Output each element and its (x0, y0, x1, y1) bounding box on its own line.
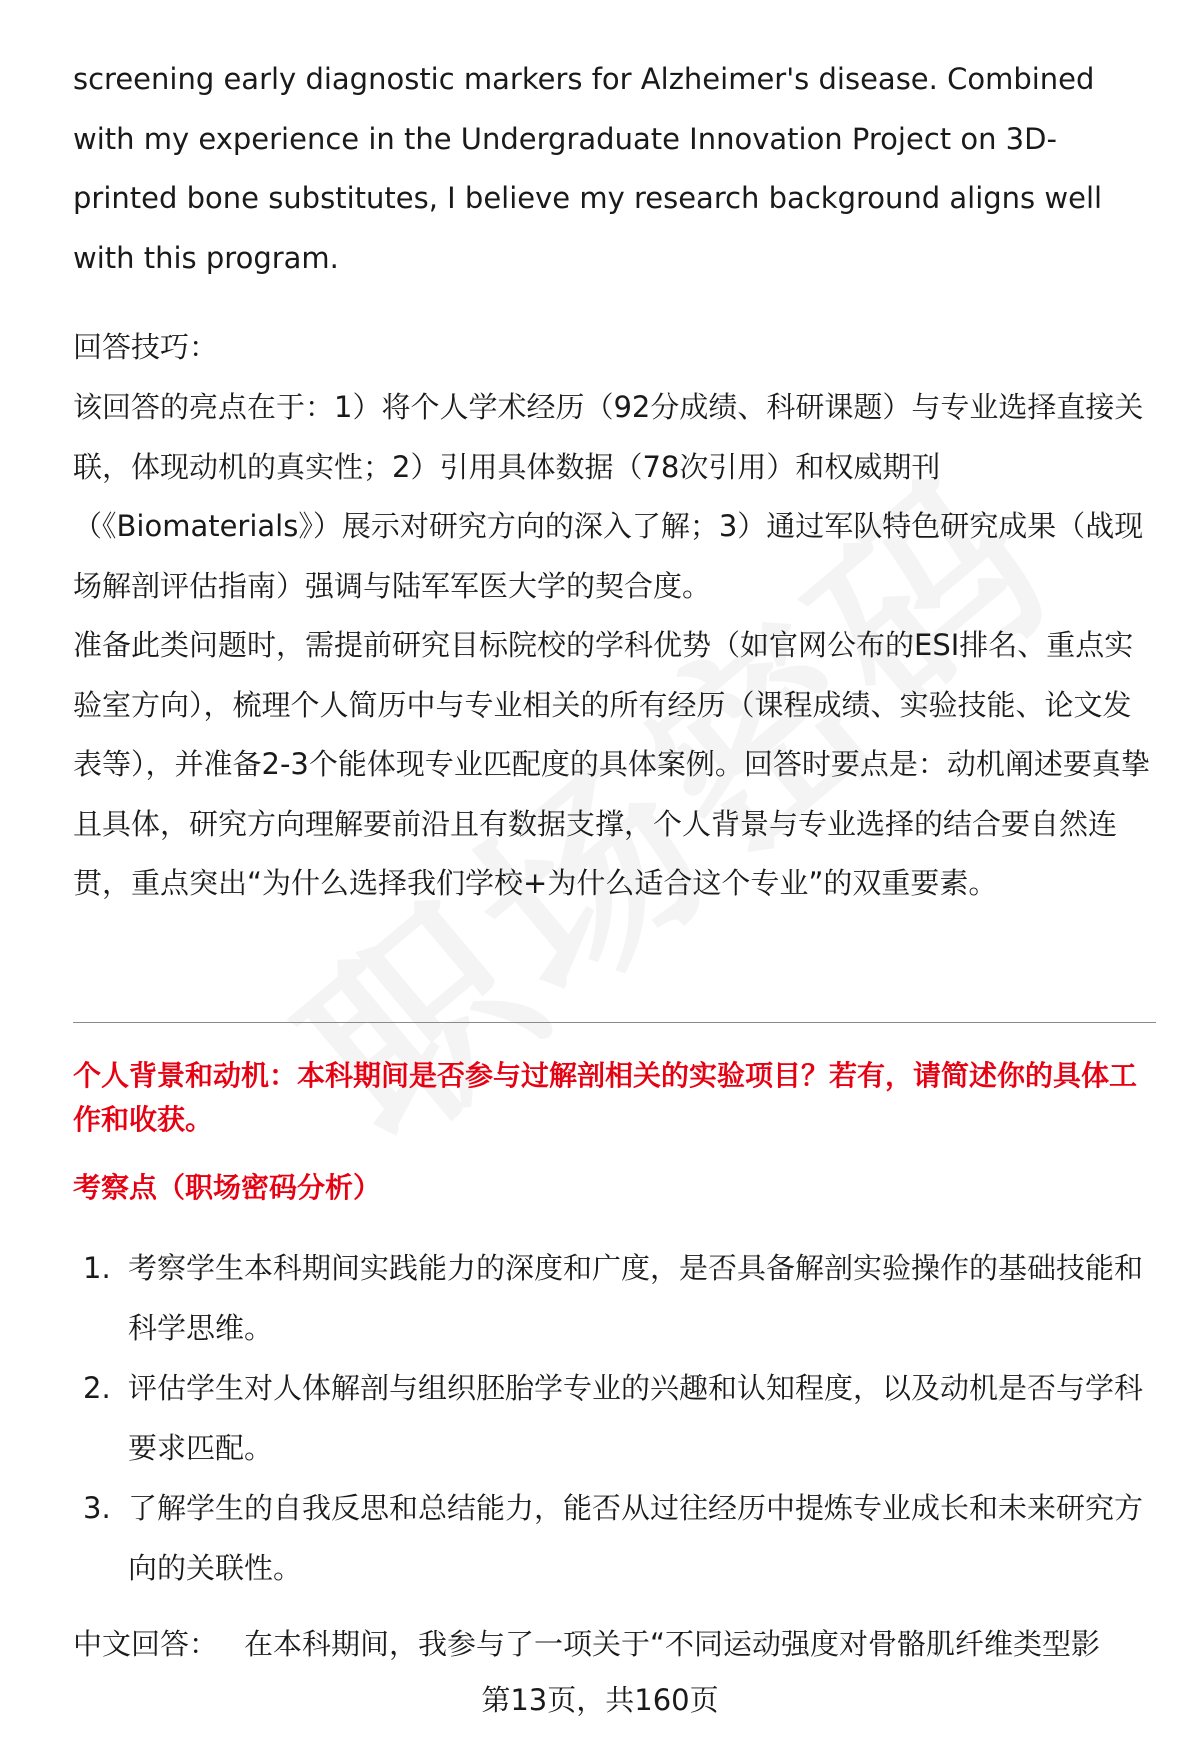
tips-label: 回答技巧： (73, 330, 219, 364)
assessment-item-text: 考察学生本科期间实践能力的深度和广度，是否具备解剖实验操作的基础技能和科学思维。 (128, 1251, 1144, 1345)
assessment-item (73, 1358, 1158, 1478)
answer-text: 在本科期间，我参与了一项关于“不同运动强度对骨骼肌纤维类型影 (244, 1627, 1101, 1661)
intro-paragraph: screening early diagnostic markers for Alzheimer's disease. Combined with my experience in the Undergraduate Innovation Project on 3D-printed bone substitutes, I believe my research background aligns well with this program. (73, 62, 1103, 275)
tips-paragraph-2: 准备此类问题时，需提前研究目标院校的学科优势（如官网公布的ESI排名、重点实验室方向），梳理个人简历中与专业相关的所有经历（课程成绩、实验技能、论文发表等），并准备2-3个能体现专业匹配度的具体案例。回答时要点是：动机阐述要真挚且具体，研究方向理解要前沿且有数据支撑，个人背景与专业选择的结合要自然连贯，重点突出“为什么选择我们学校+为什么适合这个专业”的双重要素。 (73, 628, 1150, 900)
answer-label: 中文回答： (73, 1627, 219, 1661)
question-heading: 个人背景和动机：本科期间是否参与过解剖相关的实验项目？若有，请简述你的具体工作和收获。 (73, 1059, 1138, 1136)
assessment-item-text: 了解学生的自我反思和总结能力，能否从过往经历中提炼专业成长和未来研究方向的关联性。 (128, 1491, 1144, 1585)
assessment-item-number: 1. (83, 1251, 111, 1285)
answer-line (73, 1614, 1158, 1674)
assessment-item (73, 1238, 1158, 1358)
tips-paragraph-1: 该回答的亮点在于：1）将个人学术经历（92分成绩、科研课题）与专业选择直接关联，体现动机的真实性；2）引用具体数据（78次引用）和权威期刊（《Biomaterials》）展示对研究方向的深入了解；3）通过军队特色研究成果（战现场解剖评估指南）强调与陆军军医大学的契合度。 (73, 390, 1144, 603)
assessment-item (73, 1478, 1158, 1598)
assessment-item-number: 3. (83, 1491, 111, 1525)
page-number: 第13页，共160页 (481, 1683, 719, 1717)
assessment-item-number: 2. (83, 1371, 111, 1405)
assessment-heading: 考察点（职场密码分析） (73, 1171, 382, 1204)
assessment-list (73, 1238, 1158, 1598)
assessment-item-text: 评估学生对人体解剖与组织胚胎学专业的兴趣和认知程度，以及动机是否与学科要求匹配。 (128, 1371, 1144, 1465)
section-divider (73, 1022, 1156, 1023)
